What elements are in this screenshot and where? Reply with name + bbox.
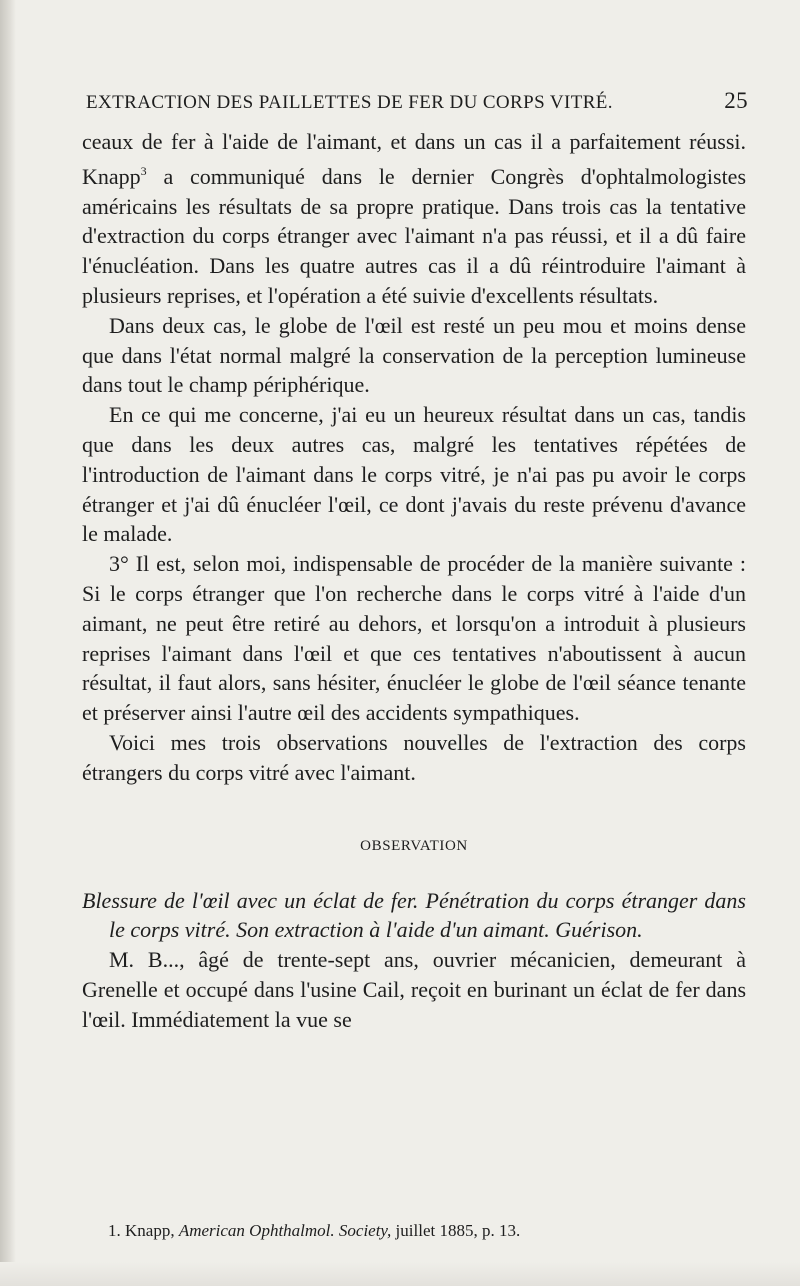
footnote-reference: 3 [140, 163, 147, 178]
paragraph: Dans deux cas, le globe de l'œil est resté un peu mou et moins dense que dans l'état normal malgré la conservation de la perception lumineuse dans tout le champ périphérique. [82, 312, 746, 398]
footnote-journal: American Ophthalmol. Society, [178, 1221, 392, 1240]
paragraph [82, 127, 746, 311]
page-bottom-shadow [0, 1262, 800, 1286]
paragraph-text: ceaux de fer à l'aide de l'aimant, et dans un cas il a parfaitement réussi. Knapp [82, 129, 746, 189]
section-heading: OBSERVATION [360, 837, 468, 854]
body-text [82, 127, 746, 1035]
running-title: EXTRACTION DES PAILLETTES DE FER DU CORPS VITRÉ. [86, 92, 613, 113]
observation-text: M. B..., âgé de trente-sept ans, ouvrier mécanicien, demeurant à Grenelle et occupé dans l'usine Cail, reçoit en burinant un éclat de fer dans l'œil. Immédiatement la vue se [82, 947, 746, 1032]
page-number: 25 [724, 88, 748, 113]
observation-title: Blessure de l'œil avec un éclat de fer. Pénétration du corps étranger dans le corps vitré. Son extraction à l'aide d'un aimant. Guérison. [82, 887, 746, 943]
paragraph: Voici mes trois observations nouvelles de l'extraction des corps étrangers du corps vitré avec l'aimant. [82, 729, 746, 785]
footnote-author: Knapp, [125, 1221, 175, 1240]
footnote [108, 1220, 748, 1242]
footnote-number: 1. [108, 1221, 121, 1240]
footnote-details: juillet 1885, p. 13. [395, 1221, 521, 1240]
paragraph: 3° Il est, selon moi, indispensable de procéder de la manière suivante : Si le corps étranger que l'on recherche dans le corps vitré à l'aide d'un aimant, ne peut être retiré au dehors, et lorsqu'on a introduit à plusieurs reprises l'aimant dans l'œil et que ces tentatives n'aboutissent à aucun résultat, il faut alors, sans hésiter, énucléer le globe de l'œil séance tenante et préserver ainsi l'autre œil des accidents sympathiques. [82, 551, 746, 726]
paragraph: En ce qui me concerne, j'ai eu un heureux résultat dans un cas, tandis que dans les deux autres cas, malgré les tentatives répétées de l'introduction de l'aimant dans le corps vitré, je n'ai pas pu avoir le corps étranger et j'ai dû énucléer l'œil, ce dont j'avais du reste prévenu d'avance le malade. [82, 402, 746, 547]
running-header [86, 90, 748, 118]
page-edge-shadow [0, 0, 16, 1286]
paragraph-text: a communiqué dans le dernier Congrès d'ophtalmologistes américains les résultats de sa propre pratique. Dans trois cas la tentative d'extraction du corps étranger avec l'aimant n'a pas réussi, et il a dû faire l'énucléation. Dans les quatre autres cas il a dû réintroduire l'aimant à plusieurs reprises, et l'opération a été suivie d'excellents résultats. [82, 163, 747, 308]
